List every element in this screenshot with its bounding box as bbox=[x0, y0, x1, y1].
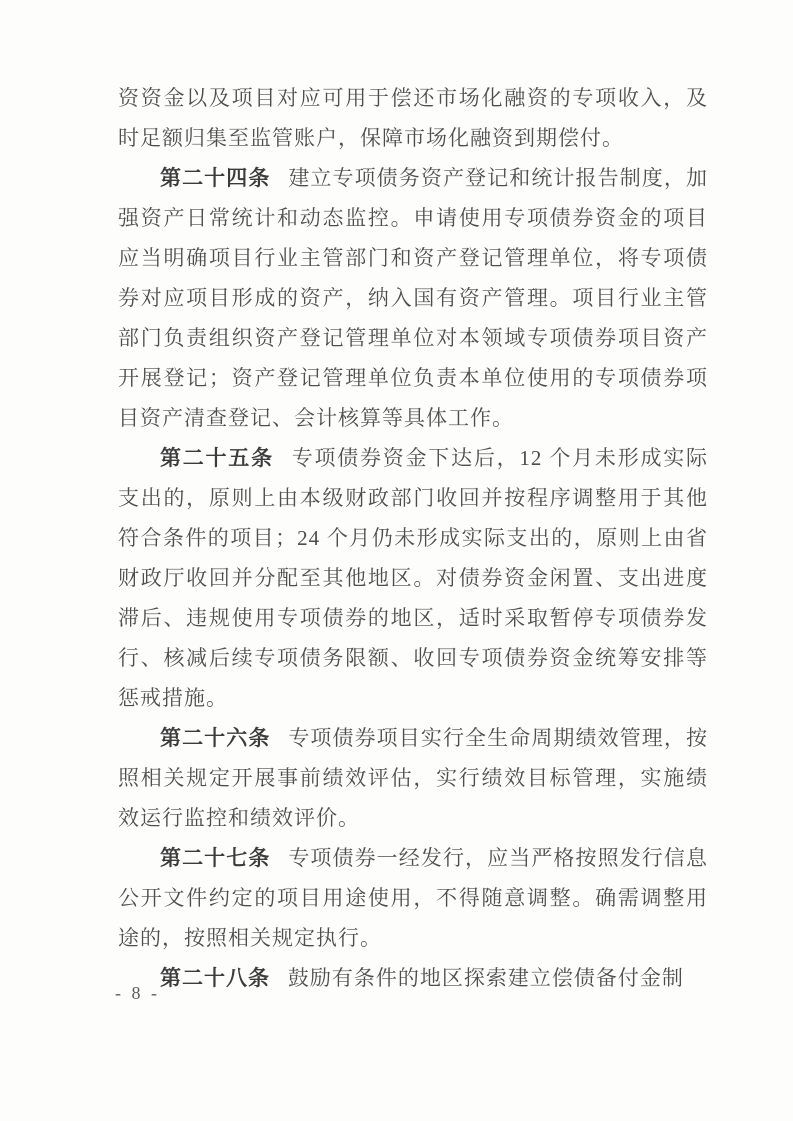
document-body bbox=[118, 78, 708, 998]
article-paragraph-28 bbox=[118, 958, 708, 998]
article-text: 鼓励有条件的地区探索建立偿债备付金制 bbox=[287, 966, 684, 990]
article-number: 第二十七条 bbox=[160, 846, 271, 870]
article-number: 第二十六条 bbox=[160, 726, 271, 750]
article-paragraph-25 bbox=[118, 438, 708, 718]
paragraph-text: 资资金以及项目对应可用于偿还市场化融资的专项收入，及时足额归集至监管账户，保障市场化融资到期偿付。 bbox=[118, 86, 708, 150]
article-number: 第二十八条 bbox=[160, 966, 270, 990]
article-text: 建立专项债务资产登记和统计报告制度，加强资产日常统计和动态监控。申请使用专项债券资金的项目应当明确项目行业主管部门和资产登记管理单位，将专项债券对应项目形成的资产，纳入国有资产管理。项目行业主管部门负责组织资产登记管理单位对本领域专项债券项目资产开展登记；资产登记管理单位负责本单位使用的专项债券项目资产清查登记、会计核算等具体工作。 bbox=[118, 166, 708, 430]
page-number: - 8 - bbox=[115, 983, 160, 1003]
article-text: 专项债券资金下达后，12 个月未形成实际支出的，原则上由本级财政部门收回并按程序调整用于其他符合条件的项目；24 个月仍未形成实际支出的，原则上由省财政厅收回并分配至其他地区。对债券资金闲置、支出进度滞后、违规使用专项债券的地区，适时采取暂停专项债券发行、核减后续专项债务限额、收回专项债券资金统筹安排等惩戒措施。 bbox=[118, 446, 708, 710]
article-number: 第二十五条 bbox=[160, 446, 274, 470]
article-text: 专项债券项目实行全生命周期绩效管理，按照相关规定开展事前绩效评估，实行绩效目标管理，实施绩效运行监控和绩效评价。 bbox=[118, 726, 708, 830]
article-paragraph-26 bbox=[118, 718, 708, 838]
article-paragraph-27 bbox=[118, 838, 708, 958]
article-number: 第二十四条 bbox=[160, 166, 271, 190]
article-text: 专项债券一经发行，应当严格按照发行信息公开文件约定的项目用途使用，不得随意调整。确需调整用途的，按照相关规定执行。 bbox=[118, 846, 708, 950]
paragraph-continuation bbox=[118, 78, 708, 158]
article-paragraph-24 bbox=[118, 158, 708, 438]
